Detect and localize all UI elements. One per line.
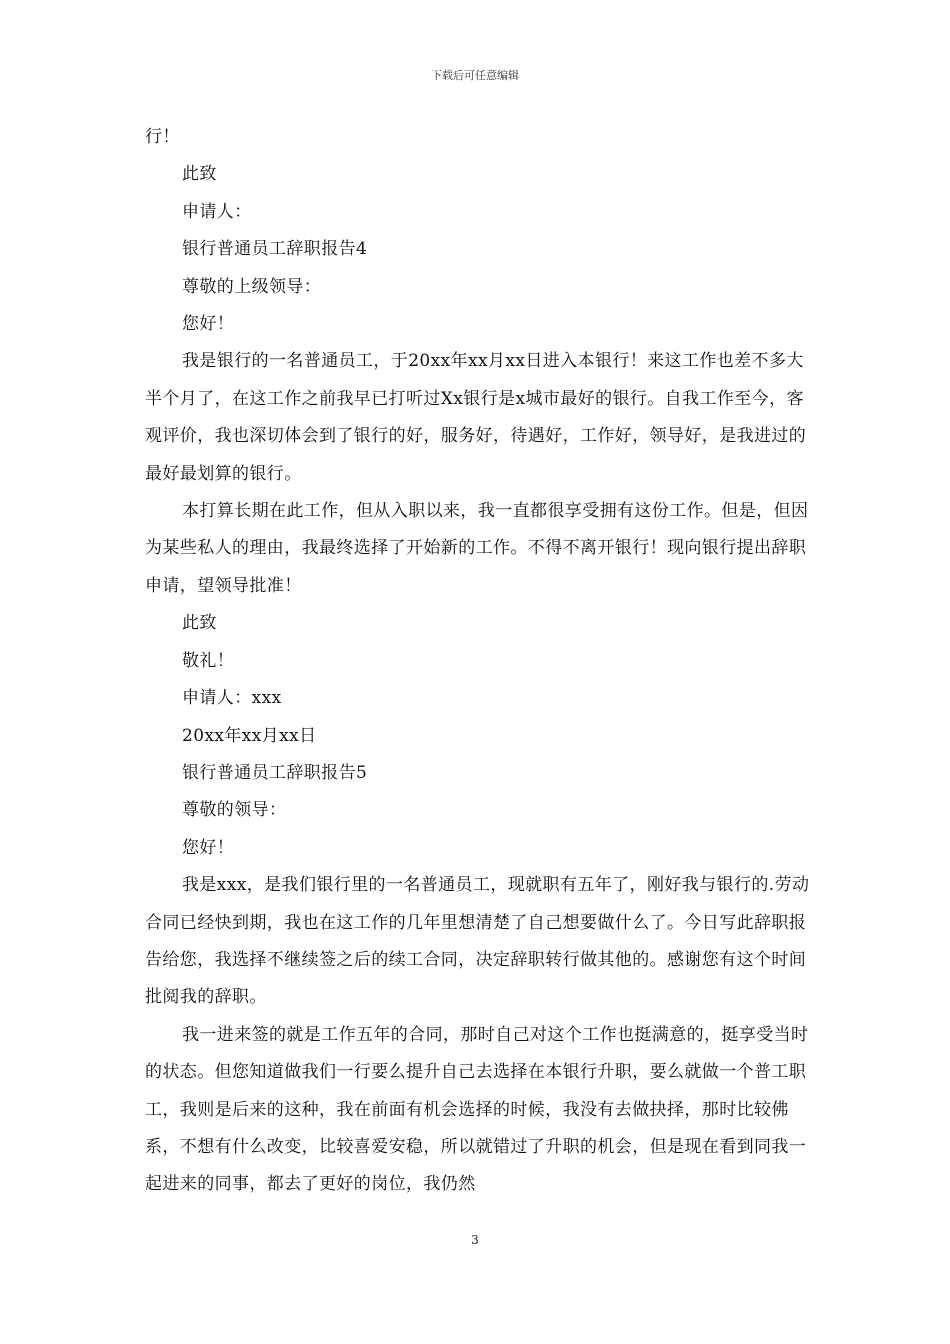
applicant-line: 申请人：xxx (182, 688, 282, 709)
closing-regards: 敬礼！ (182, 650, 235, 671)
greeting-recipient: 尊敬的上级领导： (182, 276, 322, 297)
greeting-hello: 您好！ (182, 837, 235, 858)
section-title-5: 银行普通员工辞职报告5 (182, 762, 368, 783)
greeting-recipient: 尊敬的领导： (182, 800, 287, 821)
applicant-line: 申请人： (182, 201, 252, 222)
page-number: 3 (471, 1233, 479, 1247)
paragraph-continuation: 行！ (145, 127, 180, 147)
paragraph-body: 本打算长期在此工作，但从入职以来，我一直都很享受拥有这份工作。但是，但因为某些私人的理由，我最终选择了开始新的工作。不得不离开银行！现向银行提出辞职申请，望领导批准！ (145, 501, 809, 596)
paragraph-body: 我一进来签的就是工作五年的合同，那时自己对这个工作也挺满意的，挺享受当时的状态。但您知道做我们一行要么提升自己去选择在本银行升职，要么就做一个普工职工，我则是后来的这种，我在前面有机会选择的时候，我没有去做抉择，那时比较佛系，不想有什么改变，比较喜爱安稳，所以就错过了升职的机会，但是现在看到同我一起进来的同事，都去了更好的岗位，我仍然 (145, 1024, 809, 1195)
document-body (145, 119, 813, 1204)
paragraph-body: 我是xxx，是我们银行里的一名普通员工，现就职有五年了，刚好我与银行的.劳动合同已经快到期，我也在这工作的几年里想清楚了自己想要做什么了。今日写此辞职报告给您，我选择不继续签之后的续工合同，决定辞职转行做其他的。感谢您有这个时间批阅我的辞职。 (145, 875, 810, 1008)
section-title-4: 银行普通员工辞职报告4 (182, 239, 368, 260)
page-header-note: 下载后可任意编辑 (431, 69, 519, 82)
greeting-hello: 您好！ (182, 314, 235, 335)
closing-salutation: 此致 (182, 164, 217, 185)
date-line: 20xx年xx月xx日 (182, 725, 317, 746)
closing-salutation: 此致 (182, 613, 217, 634)
paragraph-body: 我是银行的一名普通员工，于20xx年xx月xx日进入本银行！来这工作也差不多大半个月了，在这工作之前我早已打听过Xx银行是x城市最好的银行。自我工作至今，客观评价，我也深切体会到了银行的好，服务好，待遇好，工作好，领导好，是我进过的最好最划算的银行。 (145, 351, 807, 484)
